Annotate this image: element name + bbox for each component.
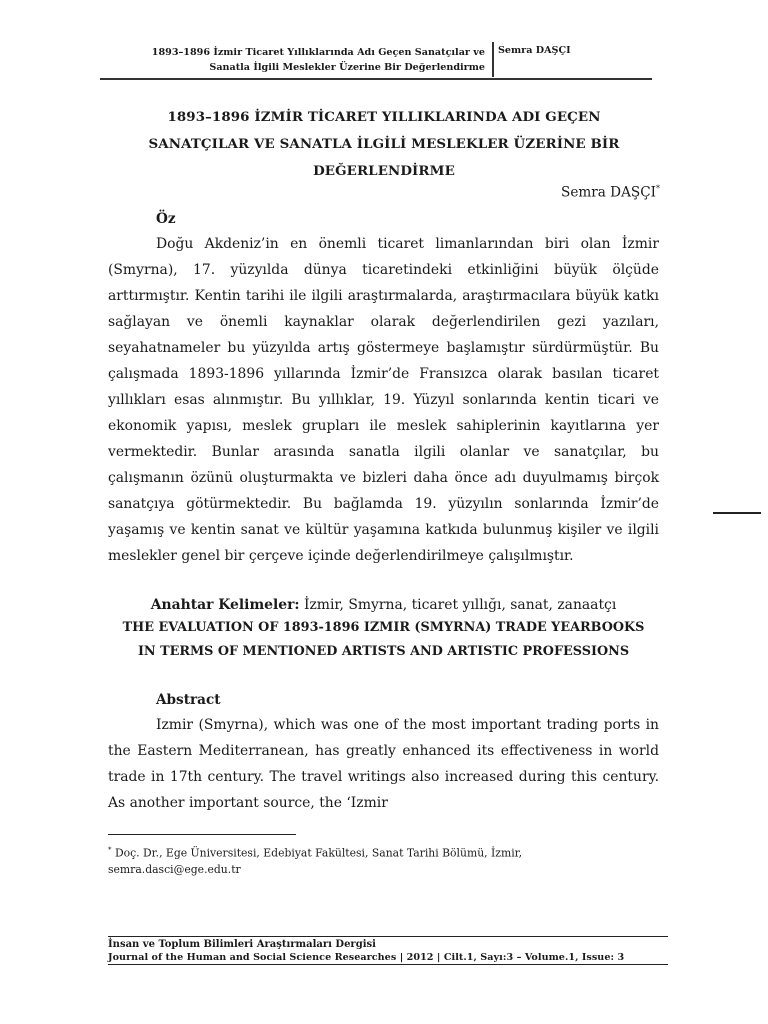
abstract-heading: Abstract	[156, 692, 221, 708]
journal-name-tr: İnsan ve Toplum Bilimleri Araştırmaları Dergisi	[108, 939, 376, 950]
running-header-title-line1: 1893–1896 İzmir Ticaret Yıllıklarında Adı Geçen Sanatçılar ve	[151, 47, 485, 58]
keywords-values: İzmir, Smyrna, ticaret yıllığı, sanat, zanaatçı	[303, 597, 617, 613]
header-divider-vertical	[492, 42, 494, 77]
journal-year: 2012	[406, 952, 434, 963]
article-title-line2: SANATÇILAR VE SANATLA İLGİLİ MESLEKLER ÜZERİNE BİR	[148, 136, 620, 152]
journal-name-en: Journal of the Human and Social Science Researches	[108, 952, 397, 963]
oz-paragraph: Doğu Akdeniz’in en önemli ticaret limanlarından biri olan İzmir (Smyrna), 17. yüzyılda dünya ticaretindeki etkinliğini büyük ölçüde arttırmıştır. Kentin tarihi ile ilgili araştırmalarda, araştırmacılara büyük katkı sağlayan ve önemli kaynaklar olarak değerlendirilen gezi yazıları, seyahatnameler bu yüzyılda artış göstermeye başlamıştır sürdürmüştür. Bu çalışmada 1893-1896 yıllarında İzmir’de Fransızca olarak basılan ticaret yıllıkları esas alınmıştır. Bu yıllıklar, 19. Yüzyıl sonlarında kentin ticari ve ekonomik yapısı, meslek grupları ile meslek sahiplerinin kayıtlarına yer vermektedir. Bunlar arasında sanatla ilgili olanlar ve sanatçılar, bu çalışmanın özünü oluşturmakta ve bizleri daha önce adı duyulmamış birçok sanatçıya götürmektedir. Bu bağlamda 19. yüzyılın sonlarında İzmir’de yaşamış ve kentin sanat ve kültür yaşamına katkıda bulunmuş kişiler ve ilgili meslekler genel bir çerçeve içinde değerlendirilmeye çalışılmıştır.	[108, 236, 659, 564]
english-title-line1: THE EVALUATION OF 1893-1896 IZMIR (SMYRNA) TRADE YEARBOOKS	[122, 620, 645, 635]
footnote-email[interactable]: semra.dasci@ege.edu.tr	[108, 862, 241, 876]
footnote-rule	[108, 834, 296, 835]
keywords	[108, 592, 659, 618]
running-header-title-line2: Sanatla İlgili Meslekler Üzerine Bir Değerlendirme	[209, 62, 485, 73]
footnote-affiliation: Doç. Dr., Ege Üniversitesi, Edebiyat Fakültesi, Sanat Tarihi Bölümü, İzmir,	[114, 846, 523, 860]
author-footnote-mark: *	[656, 184, 660, 193]
author-name: Semra DAŞÇI	[561, 184, 656, 201]
article-title-line3: DEĞERLENDİRME	[313, 163, 455, 179]
article-author	[561, 184, 660, 201]
keywords-label: Anahtar Kelimeler:	[150, 597, 300, 613]
footer-rule-top	[108, 936, 668, 937]
journal-issue: Cilt.1, Sayı:3 – Volume.1, Issue: 3	[443, 952, 625, 963]
article-title	[108, 104, 660, 185]
english-title-line2: IN TERMS OF MENTIONED ARTISTS AND ARTISTIC PROFESSIONS	[137, 644, 630, 659]
abstract-paragraph: Izmir (Smyrna), which was one of the most important trading ports in the Eastern Mediterranean, has greatly enhanced its effectiveness in world trade in 17th century. The travel writings also increased during this century. As another important source, the ‘Izmir	[108, 717, 659, 811]
footnote-line1	[108, 842, 648, 862]
footer-separator: |	[436, 952, 441, 963]
margin-mark-line	[713, 512, 761, 514]
header-divider-horizontal	[100, 78, 652, 80]
english-title	[108, 616, 659, 664]
oz-heading: Öz	[156, 211, 176, 227]
footer-separator: |	[399, 952, 404, 963]
journal-name-en-line	[108, 952, 624, 963]
footnote	[108, 842, 648, 878]
running-header-author: Semra DAŞÇI	[498, 45, 571, 56]
footer-rule-bottom	[108, 964, 668, 965]
article-title-line1: 1893–1896 İZMİR TİCARET YILLIKLARINDA ADI GEÇEN	[167, 109, 601, 125]
running-header-title	[100, 45, 485, 75]
footnote-mark: *	[108, 846, 112, 854]
